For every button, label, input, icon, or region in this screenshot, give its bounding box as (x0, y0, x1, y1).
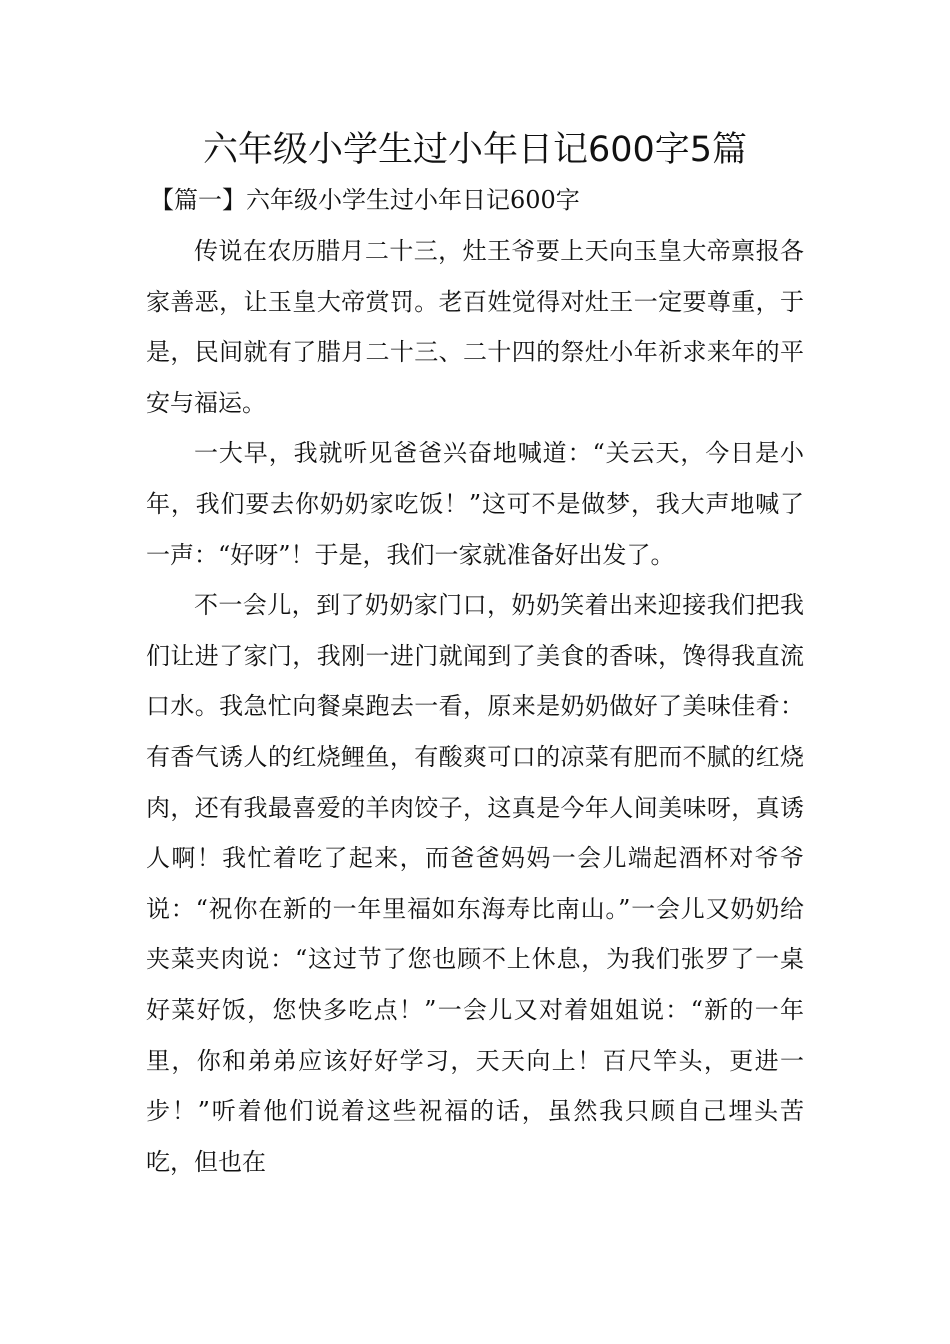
paragraph-3: 不一会儿，到了奶奶家门口，奶奶笑着出来迎接我们把我们让进了家门，我刚一进门就闻到了美食的香味，馋得我直流口水。我急忙向餐桌跑去一看，原来是奶奶做好了美味佳肴：有香气诱人的红烧鲤鱼，有酸爽可口的凉菜有肥而不腻的红烧肉，还有我最喜爱的羊肉饺子，这真是今年人间美味呀，真诱人啊！我忙着吃了起来，而爸爸妈妈一会儿端起酒杯对爷爷说：“祝你在新的一年里福如东海寿比南山。”一会儿又奶奶给夹菜夹肉说：“这过节了您也顾不上休息，为我们张罗了一桌好菜好饭，您快多吃点！”一会儿又对着姐姐说：“新的一年里，你和弟弟应该好好学习，天天向上！百尺竿头，更进一步！”听着他们说着这些祝福的话，虽然我只顾自己埋头苦吃，但也在 (146, 591, 804, 1176)
paragraph-1: 传说在农历腊月二十三，灶王爷要上天向玉皇大帝禀报各家善恶，让玉皇大帝赏罚。老百姓觉得对灶王一定要尊重，于是，民间就有了腊月二十三、二十四的祭灶小年祈求来年的平安与福运。 (146, 237, 804, 417)
paragraph-2: 一大早，我就听见爸爸兴奋地喊道：“关云天，今日是小年，我们要去你奶奶家吃饭！”这可不是做梦，我大声地喊了一声：“好呀”！于是，我们一家就准备好出发了。 (146, 439, 804, 569)
document-title: 六年级小学生过小年日记600字5篇 (202, 130, 748, 170)
section-heading: 【篇一】六年级小学生过小年日记600字 (150, 186, 580, 214)
document-body (146, 226, 804, 1187)
